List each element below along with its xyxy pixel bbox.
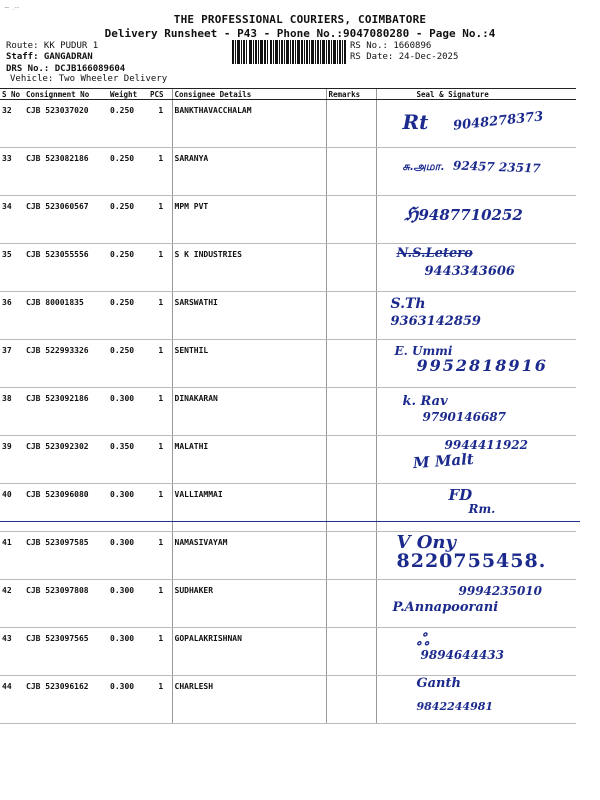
- signature-phone: 9994235010: [458, 584, 542, 598]
- col-pcs: PCS: [148, 89, 172, 100]
- row-consignment: CJB 523060567: [24, 196, 108, 244]
- row-remarks: [326, 148, 376, 196]
- row-weight: 0.300: [108, 484, 148, 532]
- table-row: [0, 484, 576, 532]
- row-consignment: CJB 80001835: [24, 292, 108, 340]
- row-consignee: SENTHIL: [172, 340, 326, 388]
- row-sno: 43: [0, 628, 24, 676]
- table-row: [0, 676, 576, 724]
- col-weight: Weight: [108, 89, 148, 100]
- row-weight: 0.250: [108, 100, 148, 148]
- signature-scrawl: M Malt: [411, 449, 474, 473]
- signature-scrawl: V Ony: [396, 532, 456, 553]
- row-pcs: 1: [148, 436, 172, 484]
- row-signature: [376, 676, 576, 724]
- signature-phone: 9443343606: [424, 264, 515, 279]
- row-consignee: NAMASIVAYAM: [172, 532, 326, 580]
- row-sno: 44: [0, 676, 24, 724]
- row-pcs: 1: [148, 244, 172, 292]
- corner-scribble: ~ .--: [4, 4, 20, 12]
- row-consignee: SARANYA: [172, 148, 326, 196]
- row-sno: 33: [0, 148, 24, 196]
- row-weight: 0.350: [108, 436, 148, 484]
- row-signature: [376, 196, 576, 244]
- row-sno: 34: [0, 196, 24, 244]
- table-row: [0, 436, 576, 484]
- row-consignee: SARSWATHI: [172, 292, 326, 340]
- row-remarks: [326, 532, 376, 580]
- row-signature: [376, 148, 576, 196]
- row-pcs: 1: [148, 580, 172, 628]
- row-consignment: CJB 523092186: [24, 388, 108, 436]
- signature-phone: 9894644433: [420, 648, 504, 662]
- row-remarks: [326, 580, 376, 628]
- signature-scrawl: Ganth: [416, 676, 461, 691]
- col-sno: S No: [0, 89, 24, 100]
- row-remarks: [326, 340, 376, 388]
- table-row: [0, 100, 576, 148]
- signature-scrawl: P.Annapoorani: [392, 600, 499, 615]
- row-sno: 37: [0, 340, 24, 388]
- row-weight: 0.250: [108, 340, 148, 388]
- signature-phone: 9363142859: [390, 314, 481, 329]
- row-weight: 0.250: [108, 196, 148, 244]
- row-weight: 0.300: [108, 532, 148, 580]
- row-pcs: 1: [148, 196, 172, 244]
- row-pcs: 1: [148, 100, 172, 148]
- signature-phone: 9944411922: [444, 438, 528, 452]
- signature-phone: 9048278373: [451, 109, 544, 134]
- row-consignment: CJB 523055556: [24, 244, 108, 292]
- row-remarks: [326, 388, 376, 436]
- signature-phone: 92457 23517: [452, 158, 541, 176]
- row-remarks: [326, 436, 376, 484]
- row-pcs: 1: [148, 676, 172, 724]
- vehicle-label: Vehicle: Two Wheeler Delivery: [10, 74, 168, 84]
- row-signature: [376, 484, 576, 532]
- rs-number: RS No.: 1660896: [350, 41, 432, 51]
- row-consignment: CJB 523096080: [24, 484, 108, 532]
- row-sno: 38: [0, 388, 24, 436]
- signature-scrawl: ஃ: [416, 630, 430, 649]
- signature-scrawl: சு.அமா.: [402, 160, 445, 173]
- table-row: [0, 580, 576, 628]
- barcode-image: [232, 40, 346, 64]
- rs-date: RS Date: 24-Dec-2025: [350, 52, 459, 62]
- row-consignee: BANKTHAVACCHALAM: [172, 100, 326, 148]
- signature-scrawl: Rm.: [468, 502, 496, 516]
- row-sno: 35: [0, 244, 24, 292]
- row-weight: 0.300: [108, 388, 148, 436]
- company-title: THE PROFESSIONAL COURIERS, COIMBATORE: [173, 13, 427, 26]
- row-sno: 42: [0, 580, 24, 628]
- row-consignment: CJB 523082186: [24, 148, 108, 196]
- table-row: [0, 628, 576, 676]
- row-remarks: [326, 292, 376, 340]
- row-remarks: [326, 196, 376, 244]
- signature-phone: 8220755458.: [396, 550, 547, 572]
- row-signature: [376, 388, 576, 436]
- row-consignment: CJB 523097808: [24, 580, 108, 628]
- row-signature: [376, 580, 576, 628]
- table-row: [0, 388, 576, 436]
- col-consignee: Consignee Details: [172, 89, 326, 100]
- table-header-row: [0, 89, 576, 100]
- table-row: [0, 340, 576, 388]
- runsheet-table: [0, 88, 576, 724]
- row-consignment: CJB 523092302: [24, 436, 108, 484]
- row-consignee: S K INDUSTRIES: [172, 244, 326, 292]
- row-sno: 40: [0, 484, 24, 532]
- runsheet-subtitle: Delivery Runsheet - P43 - Phone No.:9047080280 - Page No.:4: [104, 27, 496, 40]
- row-signature: [376, 244, 576, 292]
- row-remarks: [326, 676, 376, 724]
- row-pcs: 1: [148, 388, 172, 436]
- signature-phone: 9487710252: [418, 206, 523, 224]
- row-weight: 0.250: [108, 292, 148, 340]
- table-row: [0, 292, 576, 340]
- col-signature: Seal & Signature: [376, 89, 576, 100]
- row-consignment: CJB 523037020: [24, 100, 108, 148]
- row-sno: 39: [0, 436, 24, 484]
- row-weight: 0.300: [108, 628, 148, 676]
- row-signature: [376, 436, 576, 484]
- row-pcs: 1: [148, 628, 172, 676]
- row-consignee: VALLIAMMAI: [172, 484, 326, 532]
- row-remarks: [326, 628, 376, 676]
- row-consignment: CJB 523097565: [24, 628, 108, 676]
- row-weight: 0.300: [108, 580, 148, 628]
- row-remarks: [326, 100, 376, 148]
- row-consignment: CJB 523096162: [24, 676, 108, 724]
- row-signature: [376, 532, 576, 580]
- row-consignee: GOPALAKRISHNAN: [172, 628, 326, 676]
- table-row: [0, 196, 576, 244]
- row-consignee: SUDHAKER: [172, 580, 326, 628]
- row-consignment: CJB 523097585: [24, 532, 108, 580]
- row-sno: 36: [0, 292, 24, 340]
- route-label: Route: KK PUDUR 1: [6, 41, 99, 51]
- row-pcs: 1: [148, 484, 172, 532]
- ink-underline: [0, 521, 580, 522]
- table-row: [0, 244, 576, 292]
- row-weight: 0.250: [108, 148, 148, 196]
- row-weight: 0.300: [108, 676, 148, 724]
- staff-label: Staff: GANGADRAN: [6, 52, 93, 62]
- row-signature: [376, 100, 576, 148]
- row-consignee: MPM PVT: [172, 196, 326, 244]
- row-sno: 32: [0, 100, 24, 148]
- row-consignee: MALATHI: [172, 436, 326, 484]
- row-pcs: 1: [148, 292, 172, 340]
- signature-phone: 9842244981: [416, 700, 494, 713]
- signature-scrawl: k. Rav: [402, 394, 448, 409]
- row-weight: 0.250: [108, 244, 148, 292]
- col-remarks: Remarks: [326, 89, 376, 100]
- row-pcs: 1: [148, 532, 172, 580]
- row-pcs: 1: [148, 340, 172, 388]
- signature-scrawl: ℌ: [404, 204, 419, 225]
- row-consignee: CHARLESH: [172, 676, 326, 724]
- signature-scrawl: S.Th: [390, 296, 426, 312]
- signature-scrawl: FD: [448, 486, 473, 504]
- row-signature: [376, 292, 576, 340]
- row-remarks: [326, 244, 376, 292]
- row-signature: [376, 628, 576, 676]
- signature-phone: 9790146687: [422, 410, 506, 424]
- col-consignment: Consignment No: [24, 89, 108, 100]
- row-pcs: 1: [148, 148, 172, 196]
- signature-phone: 9952818916: [416, 356, 548, 375]
- row-remarks: [326, 484, 376, 532]
- drs-label: DRS No.: DCJB166089604: [6, 64, 126, 74]
- row-consignee: DINAKARAN: [172, 388, 326, 436]
- signature-scrawl: E. Ummi: [394, 344, 453, 358]
- table-row: [0, 532, 576, 580]
- signature-scrawl: N.S.Letero: [396, 246, 473, 261]
- row-consignment: CJB 522993326: [24, 340, 108, 388]
- signature-scrawl: Rt: [402, 110, 429, 134]
- row-signature: [376, 340, 576, 388]
- table-row: [0, 148, 576, 196]
- row-sno: 41: [0, 532, 24, 580]
